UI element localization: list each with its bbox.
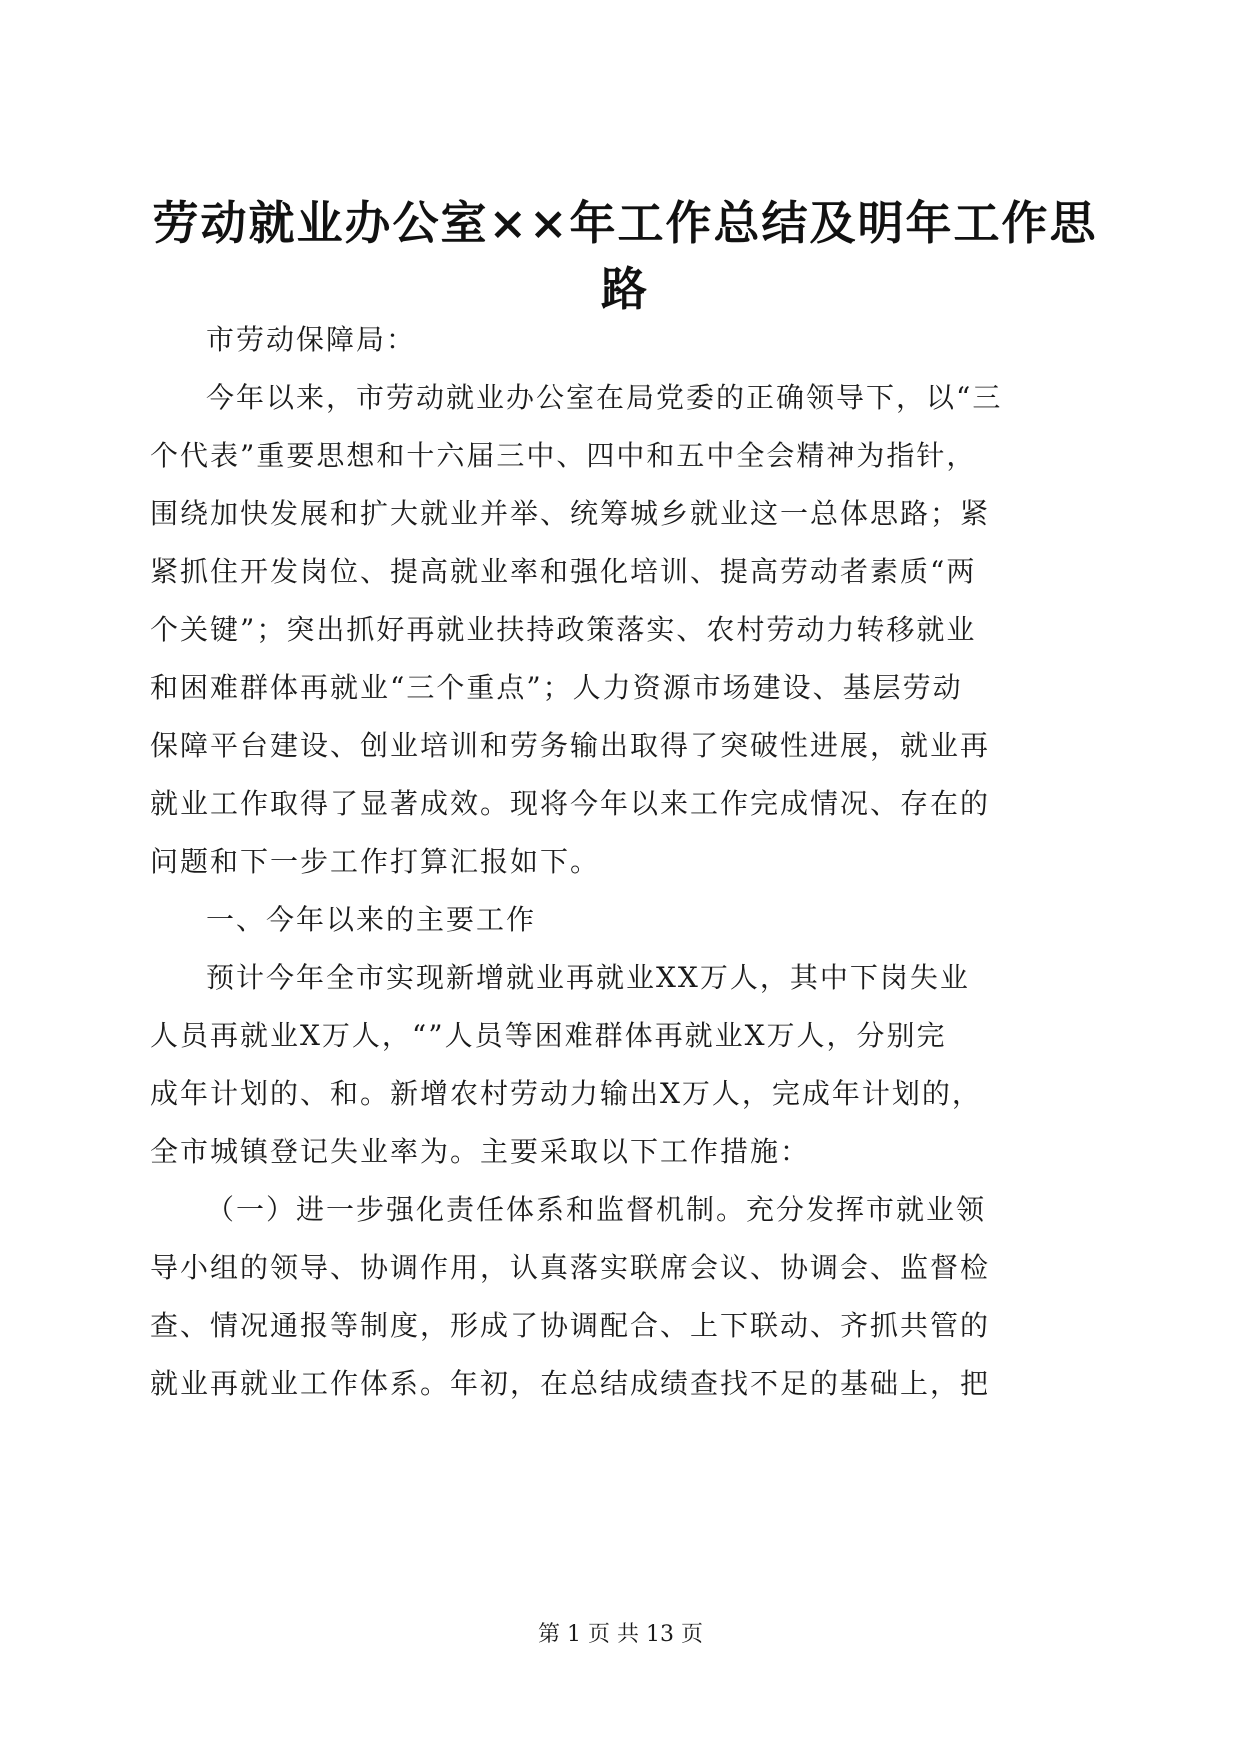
paragraph-line: 个代表”重要思想和十六届三中、四中和五中全会精神为指针， <box>150 439 977 472</box>
paragraph-line: 个关键”；突出抓好再就业扶持政策落实、农村劳动力转移就业 <box>150 613 977 646</box>
paragraph-line: （一）进一步强化责任体系和监督机制。充分发挥市就业领 <box>206 1193 987 1226</box>
paragraph-line: 查、情况通报等制度，形成了协调配合、上下联动、齐抓共管的 <box>150 1309 991 1342</box>
paragraph-line: 预计今年全市实现新增就业再就业XX万人，其中下岗失业 <box>206 961 970 994</box>
title-line: 路 <box>601 262 649 316</box>
document-title <box>150 190 1100 322</box>
paragraph-line: 成年计划的、和。新增农村劳动力输出X万人，完成年计划的， <box>150 1077 982 1110</box>
paragraph-line: 就业再就业工作体系。年初，在总结成绩查找不足的基础上，把 <box>150 1367 991 1400</box>
paragraph-line: 问题和下一步工作打算汇报如下。 <box>150 845 601 878</box>
title-line: 劳动就业办公室××年工作总结及明年工作思 <box>152 196 1098 250</box>
paragraph-line: 紧抓住开发岗位、提高就业率和强化培训、提高劳动者素质“两 <box>150 555 977 588</box>
paragraph-line: 和困难群体再就业“三个重点”；人力资源市场建设、基层劳动 <box>150 671 963 704</box>
paragraph-line: 就业工作取得了显著成效。现将今年以来工作完成情况、存在的 <box>150 787 991 820</box>
page-footer: 第 1 页 共 13 页 <box>538 1622 703 1647</box>
paragraph-line: 围绕加快发展和扩大就业并举、统筹城乡就业这一总体思路；紧 <box>150 497 991 530</box>
section-heading: 一、今年以来的主要工作 <box>206 903 537 936</box>
salutation: 市劳动保障局： <box>206 323 417 356</box>
paragraph-line: 导小组的领导、协调作用，认真落实联席会议、协调会、监督检 <box>150 1251 991 1284</box>
paragraph-line: 人员再就业X万人，“”人员等困难群体再就业X万人，分别完 <box>150 1019 947 1052</box>
paragraph-line: 今年以来，市劳动就业办公室在局党委的正确领导下，以“三 <box>206 381 1003 414</box>
paragraph-line: 保障平台建设、创业培训和劳务输出取得了突破性进展，就业再 <box>150 729 991 762</box>
paragraph-line: 全市城镇登记失业率为。主要采取以下工作措施： <box>150 1135 811 1168</box>
